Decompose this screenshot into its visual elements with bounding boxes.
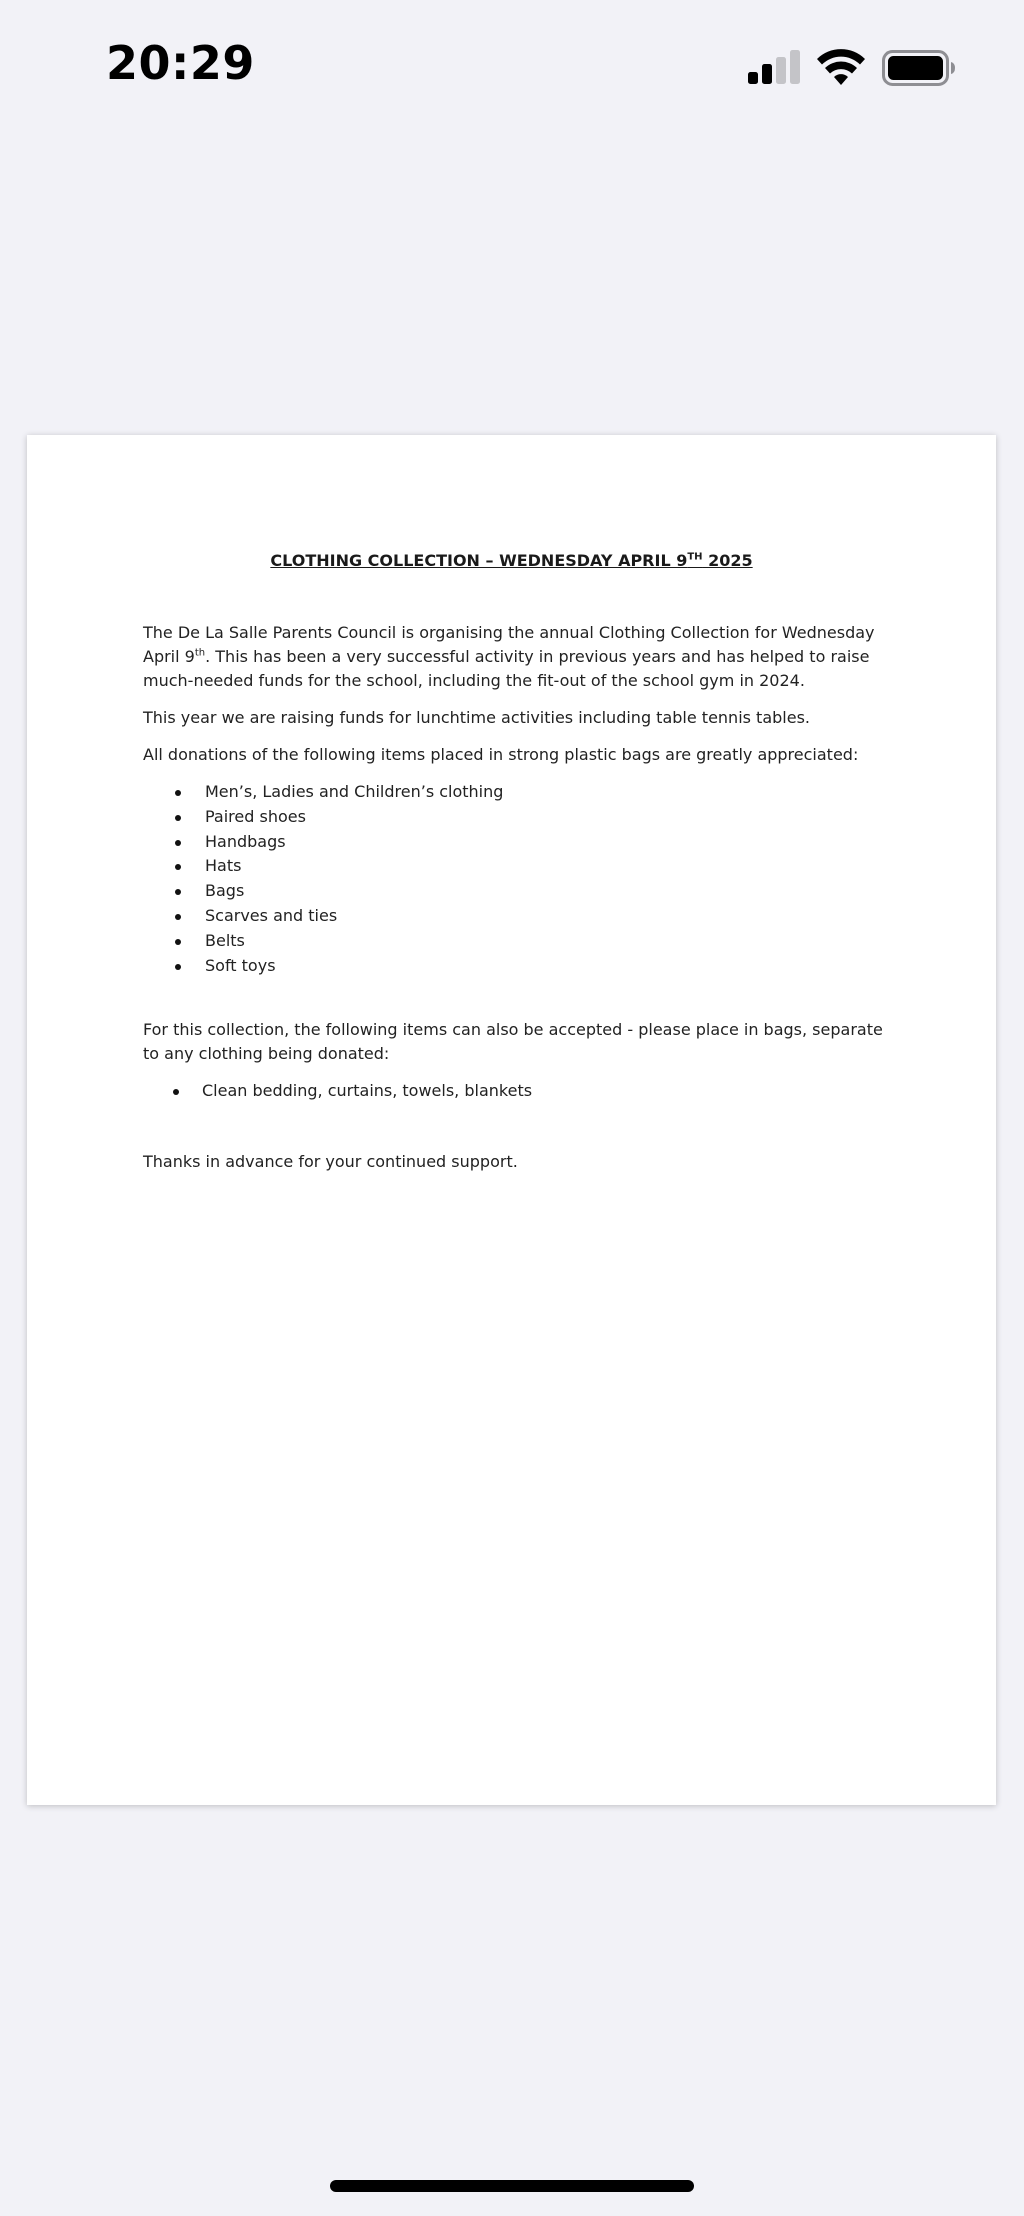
- intro-paragraph: The De La Salle Parents Council is organising the annual Clothing Collection for Wednesday April 9th. This has been a very successful activity in previous years and has helped to raise much-needed funds for the school, including the fit-out of the school gym in 2024.: [143, 623, 875, 690]
- document-title: CLOTHING COLLECTION – WEDNESDAY APRIL 9TH 2025: [270, 551, 753, 570]
- document-body: [143, 621, 903, 1187]
- donation-items-list: [143, 780, 903, 978]
- fundraising-paragraph: This year we are raising funds for lunchtime activities including table tennis tables.: [143, 708, 810, 727]
- battery-icon: [882, 50, 956, 86]
- list-item: Handbags: [143, 830, 903, 855]
- wifi-icon: [816, 48, 866, 86]
- document-page[interactable]: [27, 435, 996, 1805]
- extra-items-list: [143, 1079, 903, 1104]
- list-item: Belts: [143, 929, 903, 954]
- list-item: Hats: [143, 854, 903, 879]
- closing-paragraph: Thanks in advance for your continued support.: [143, 1152, 518, 1172]
- cellular-signal-icon: [748, 50, 802, 84]
- extra-items-intro: For this collection, the following items can also be accepted - please place in bags, separate to any clothing being donated:: [143, 1020, 883, 1064]
- list-item: Scarves and ties: [143, 904, 903, 929]
- list-item: Paired shoes: [143, 805, 903, 830]
- home-indicator[interactable]: [330, 2180, 694, 2192]
- list-item: Men’s, Ladies and Children’s clothing: [143, 780, 903, 805]
- list-item: Soft toys: [143, 954, 903, 979]
- list-item: Bags: [143, 879, 903, 904]
- donations-intro: All donations of the following items placed in strong plastic bags are greatly appreciated:: [143, 745, 859, 764]
- status-bar: [0, 0, 1024, 130]
- status-time: 20:29: [106, 36, 255, 90]
- list-item: Clean bedding, curtains, towels, blankets: [143, 1079, 903, 1104]
